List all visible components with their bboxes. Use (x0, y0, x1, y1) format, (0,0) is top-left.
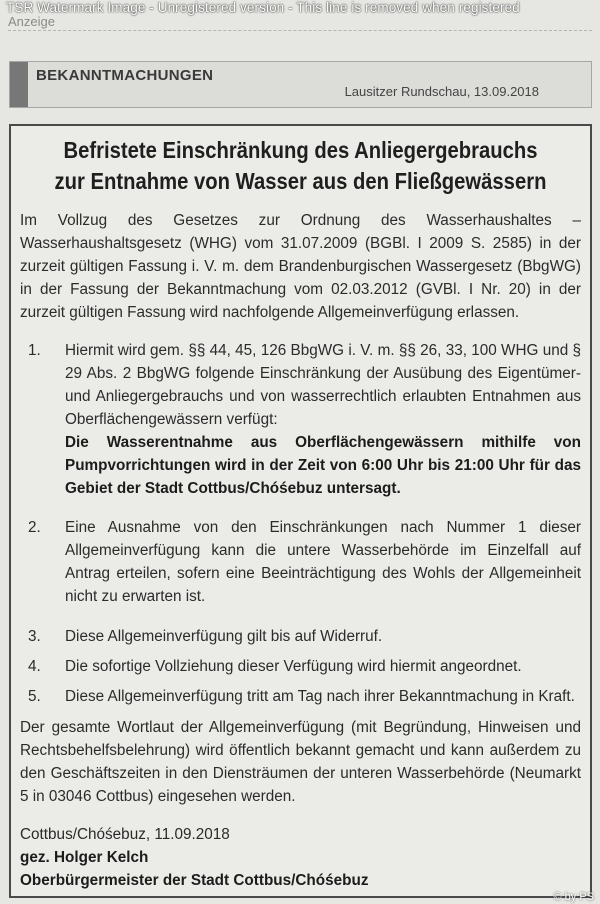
signed-by: gez. Holger Kelch (20, 849, 149, 866)
item-number: 5. (28, 688, 41, 705)
place-date: Cottbus/Chóśebuz, 11.09.2018 (20, 826, 230, 843)
notice-title: Befristete Einschränkung des Anliegergebrauchs zur Entnahme von Wasser aus den Fließgewässern (54, 137, 547, 194)
item-bold-text: Die Wasserentnahme aus Oberflächengewässern mithilfe von Pumpvorrichtungen wird in der Zeit von 6:00 Uhr bis 21:00 Uhr für das Gebiet der Stadt Cottbus/Chóśebuz untersagt. (65, 434, 581, 497)
list-item (20, 685, 581, 708)
signer-title: Oberbürgermeister der Stadt Cottbus/Chóśebuz (20, 872, 369, 889)
notice-closing: Der gesamte Wortlaut der Allgemeinverfügung (mit Begründung, Hinweisen und Rechtsbehelfsbelehrung) wird öffentlich bekannt gemacht und kann außerdem zu den Geschäftszeiten in den Diensträumen der unteren Wasserbehörde (Neumarkt 5 in 03046 Cottbus) eingesehen werden. (20, 719, 581, 805)
list-item (20, 339, 581, 500)
item-text: Diese Allgemeinverfügung tritt am Tag nach ihrer Bekanntmachung in Kraft. (65, 688, 575, 705)
list-item (20, 655, 581, 678)
header-accent (10, 62, 28, 107)
section-title: BEKANNTMACHUNGEN (36, 67, 214, 84)
item-text: Die sofortige Vollziehung dieser Verfügung wird hiermit angeordnet. (65, 658, 522, 675)
item-text: Diese Allgemeinverfügung gilt bis auf Widerruf. (65, 628, 383, 645)
signature-block (20, 823, 368, 892)
list-item (20, 625, 581, 648)
item-number: 2. (28, 519, 41, 536)
section-header (9, 61, 592, 108)
item-text: Eine Ausnahme von den Einschränkungen nach Nummer 1 dieser Allgemeinverfügung kann die untere Wasserbehörde im Einzelfall auf Antrag erteilen, sofern eine Beeinträchtigung des Wohls der Allgemeinheit nicht zu erwarten ist. (65, 519, 581, 605)
item-number: 1. (28, 342, 41, 359)
copyright-mark: © by PS (553, 891, 594, 903)
item-number: 4. (28, 658, 41, 675)
watermark-text: TSR Watermark Image - Unregistered version - This line is removed when registered (6, 0, 520, 15)
notice-box (9, 124, 592, 898)
item-number: 3. (28, 628, 41, 645)
publication-source: Lausitzer Rundschau, 13.09.2018 (344, 84, 539, 99)
item-text: Hiermit wird gem. §§ 44, 45, 126 BbgWG i. V. m. §§ 26, 33, 100 WHG und § 29 Abs. 2 BbgWG folgende Einschränkung der Ausübung des Eigentümer- und Anliegergebrauchs und von wasserrechtlich erlaubten Entnahmen aus Oberflächengewässern verfügt: (65, 342, 581, 428)
divider (8, 30, 592, 31)
list-item (20, 516, 581, 608)
notice-intro: Im Vollzug des Gesetzes zur Ordnung des Wasserhaushaltes – Wasserhaushaltsgesetz (WHG) vom 31.07.2009 (BGBl. I 2009 S. 2585) in der zurzeit gültigen Fassung i. V. m. dem Brandenburgischen Wassergesetz (BbgWG) in der Fassung der Bekanntmachung vom 02.03.2012 (GVBl. I Nr. 20) in der zurzeit gültigen Fassung wird nachfolgende Allgemeinverfügung erlassen. (20, 212, 581, 321)
anzeige-label: Anzeige (8, 14, 55, 29)
